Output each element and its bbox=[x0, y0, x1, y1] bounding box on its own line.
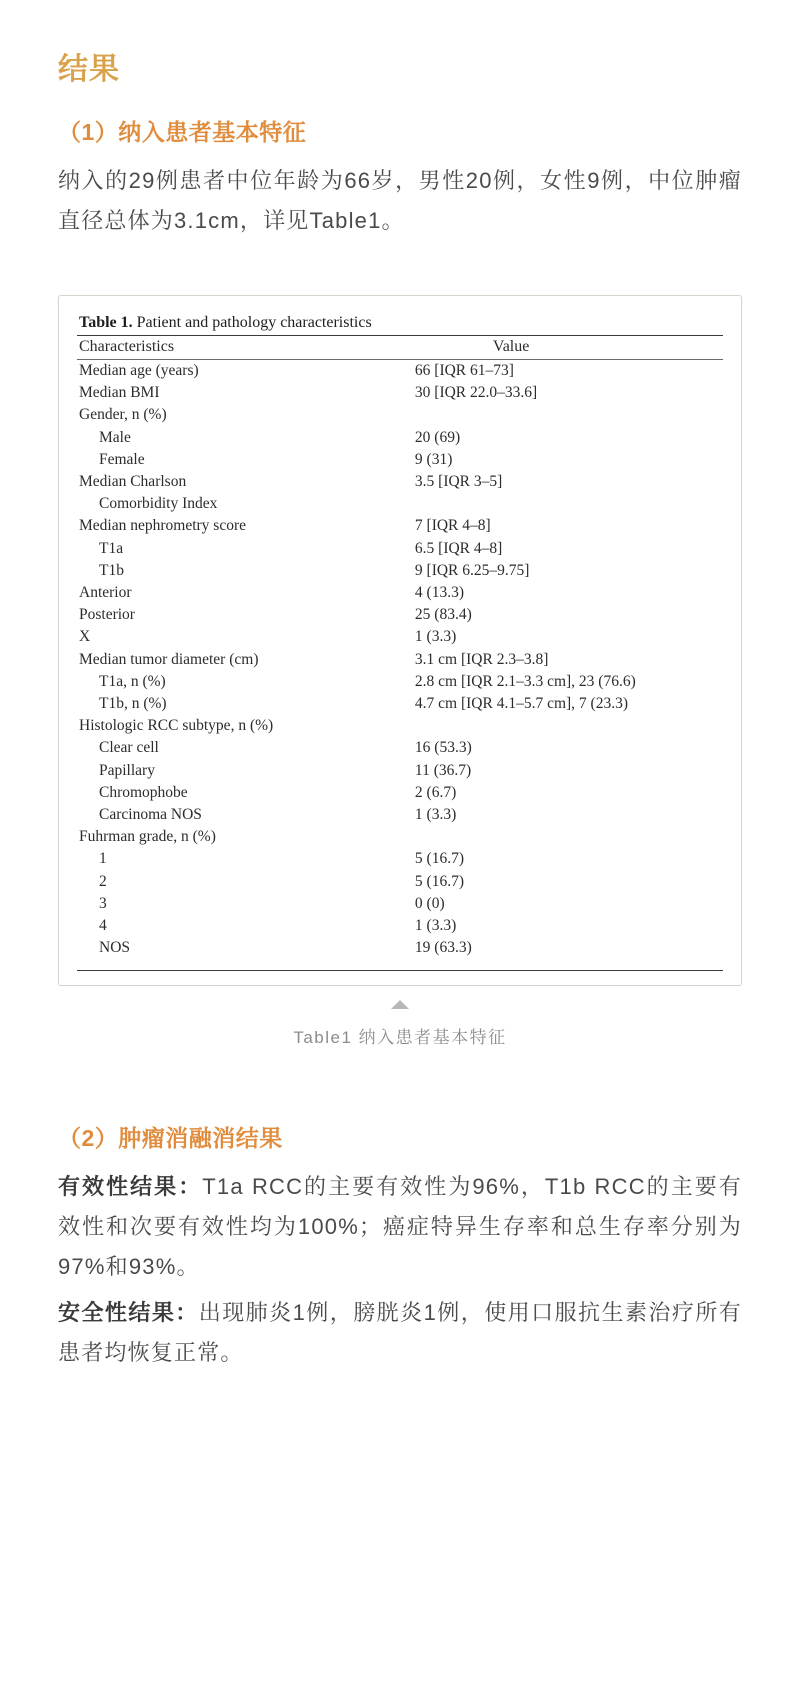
row-characteristic: Median age (years) bbox=[79, 361, 199, 379]
row-characteristic: Male bbox=[99, 428, 131, 446]
row-characteristic: T1a bbox=[99, 539, 124, 557]
row-value: 3.1 cm [IQR 2.3–3.8] bbox=[414, 650, 549, 668]
row-characteristic: Papillary bbox=[99, 761, 155, 779]
figure-caption: Table1 纳入患者基本特征 bbox=[293, 1028, 507, 1048]
row-characteristic: Gender, n (%) bbox=[79, 406, 167, 424]
row-characteristic: 3 bbox=[99, 894, 107, 912]
table-row bbox=[77, 693, 723, 715]
row-value: 3.5 [IQR 3–5] bbox=[414, 472, 503, 490]
row-characteristic: T1a, n (%) bbox=[99, 672, 166, 690]
row-value: 1 (3.3) bbox=[414, 806, 457, 823]
table-row bbox=[77, 449, 723, 471]
row-value: 11 (36.7) bbox=[414, 761, 472, 779]
table-row bbox=[77, 515, 723, 537]
row-value: 30 [IQR 22.0–33.6] bbox=[414, 384, 538, 402]
row-value bbox=[413, 404, 723, 426]
row-value: 4.7 cm [IQR 4.1–5.7 cm], 7 (23.3) bbox=[414, 694, 628, 712]
row-value: 9 [IQR 6.25–9.75] bbox=[414, 561, 530, 579]
row-value: 20 (69) bbox=[414, 428, 461, 446]
table-row bbox=[77, 715, 723, 737]
column-header-characteristics: Characteristics bbox=[77, 335, 413, 359]
row-characteristic: T1b, n (%) bbox=[99, 694, 167, 712]
table-bottom-rule bbox=[77, 970, 723, 971]
table-row bbox=[77, 359, 723, 382]
row-characteristic: X bbox=[79, 628, 91, 646]
row-value: 0 (0) bbox=[414, 894, 445, 912]
row-characteristic: Median Charlson bbox=[79, 472, 187, 490]
table-row bbox=[77, 626, 723, 648]
row-value: 1 (3.3) bbox=[414, 917, 457, 935]
row-value bbox=[413, 715, 723, 737]
table-row bbox=[77, 493, 723, 515]
row-value: 2 (6.7) bbox=[414, 783, 457, 801]
row-value: 6.5 [IQR 4–8] bbox=[414, 539, 503, 557]
table-row bbox=[77, 648, 723, 670]
row-characteristic: Chromophobe bbox=[99, 783, 188, 801]
row-value: 9 (31) bbox=[414, 450, 453, 468]
table-row bbox=[77, 426, 723, 448]
row-characteristic: Anterior bbox=[79, 583, 132, 601]
table-row bbox=[77, 537, 723, 559]
row-characteristic: Histologic RCC subtype, n (%) bbox=[79, 717, 274, 735]
subsection-2-title: （2）肿瘤消融消结果 bbox=[58, 1125, 283, 1152]
table-row bbox=[77, 582, 723, 604]
row-characteristic: 2 bbox=[99, 872, 107, 890]
table-row bbox=[77, 560, 723, 582]
efficacy-text: T1a RCC的主要有效性为96%，T1b RCC的主要有效性和次要有效性均为100%；癌症特异生存率和总生存率分别为97%和93%。 bbox=[58, 1174, 743, 1280]
table-1-card bbox=[58, 295, 742, 986]
table-row bbox=[77, 759, 723, 781]
row-characteristic: Median nephrometry score bbox=[79, 517, 246, 535]
table-row bbox=[77, 826, 723, 848]
row-characteristic: Median BMI bbox=[79, 384, 160, 402]
row-value: 66 [IQR 61–73] bbox=[414, 361, 514, 379]
efficacy-label: 有效性结果： bbox=[58, 1174, 203, 1200]
row-value: 5 (16.7) bbox=[414, 872, 464, 890]
row-characteristic: Fuhrman grade, n (%) bbox=[79, 828, 216, 846]
table-row bbox=[77, 915, 723, 937]
row-value: 19 (63.3) bbox=[414, 939, 472, 957]
table-row bbox=[77, 848, 723, 870]
table-row bbox=[77, 604, 723, 626]
page-title: 结果 bbox=[58, 53, 120, 86]
table-row bbox=[77, 382, 723, 404]
row-value: 4 (13.3) bbox=[414, 583, 464, 601]
table-row bbox=[77, 671, 723, 693]
table-figure bbox=[58, 295, 742, 1048]
safety-label: 安全性结果： bbox=[58, 1300, 199, 1326]
row-characteristic: T1b bbox=[99, 561, 124, 579]
safety-paragraph bbox=[58, 1293, 742, 1373]
row-value: 7 [IQR 4–8] bbox=[414, 517, 491, 535]
row-value: 16 (53.3) bbox=[414, 739, 472, 757]
column-header-value: Value bbox=[413, 335, 723, 359]
table-row bbox=[77, 471, 723, 493]
table-title-label: Table 1. bbox=[79, 314, 133, 332]
row-value: 2.8 cm [IQR 2.1–3.3 cm], 23 (76.6) bbox=[414, 672, 636, 690]
safety-text: 出现肺炎1例，膀胱炎1例，使用口服抗生素治疗所有患者均恢复正常。 bbox=[58, 1300, 742, 1366]
row-value: 5 (16.7) bbox=[414, 850, 464, 868]
row-characteristic: 4 bbox=[99, 917, 107, 935]
table-row bbox=[77, 893, 723, 915]
table-row bbox=[77, 804, 723, 826]
row-value bbox=[413, 826, 723, 848]
row-characteristic: Median tumor diameter (cm) bbox=[79, 650, 259, 668]
table-row bbox=[77, 870, 723, 892]
row-characteristic: Female bbox=[99, 450, 145, 468]
triangle-up-icon bbox=[391, 1000, 409, 1009]
row-characteristic: NOS bbox=[99, 939, 131, 957]
table-row bbox=[77, 937, 723, 966]
row-characteristic: Carcinoma NOS bbox=[99, 806, 202, 823]
row-characteristic: 1 bbox=[99, 850, 107, 868]
table-title-text: Patient and pathology characteristics bbox=[136, 314, 372, 332]
table-title bbox=[77, 312, 723, 335]
table-row bbox=[77, 737, 723, 759]
row-characteristic: Clear cell bbox=[99, 739, 159, 757]
subsection-1-title: （1）纳入患者基本特征 bbox=[58, 119, 307, 145]
row-value: 25 (83.4) bbox=[414, 606, 472, 624]
row-characteristic: Posterior bbox=[79, 606, 135, 624]
patient-characteristics-table bbox=[77, 312, 723, 966]
table-row bbox=[77, 404, 723, 426]
subsection-1-paragraph: 纳入的29例患者中位年龄为66岁，男性20例，女性9例，中位肿瘤直径总体为3.1cm，详见Table1。 bbox=[58, 168, 742, 234]
row-value: 1 (3.3) bbox=[414, 628, 457, 646]
row-characteristic: Comorbidity Index bbox=[99, 495, 218, 513]
efficacy-paragraph bbox=[58, 1167, 742, 1287]
table-row bbox=[77, 782, 723, 804]
row-value bbox=[413, 493, 723, 515]
